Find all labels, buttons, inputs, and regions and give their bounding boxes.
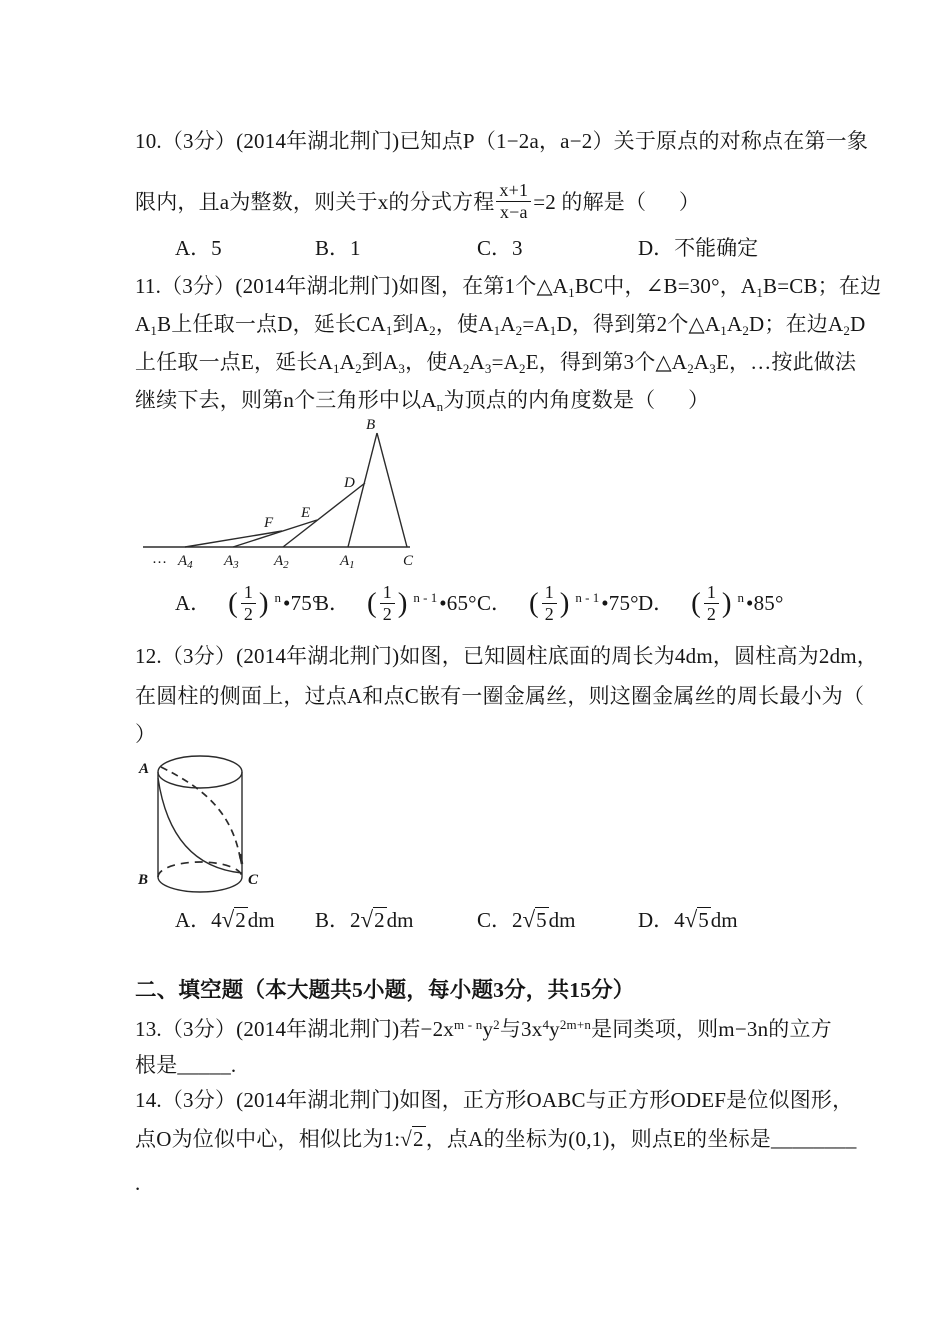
label-a1: $A_1$ xyxy=(340,553,355,571)
q12-line1: 12.（3分）(2014年湖北荆门)如图，已知圆柱底面的周长为4dm，圆柱高为2dm， xyxy=(135,644,879,668)
label-a2: $A_2$ xyxy=(274,553,289,571)
radical-sign: √ xyxy=(360,907,374,932)
q10-fraction-denominator: x−a xyxy=(499,201,528,222)
label-ellipsis: … xyxy=(152,551,167,567)
q11-options-row xyxy=(0,580,950,626)
q14-line1: 14.（3分）(2014年湖北荆门)如图，正方形OABC与正方形ODEF是位似图形， xyxy=(135,1088,854,1112)
radical-sign: √ xyxy=(684,907,698,932)
q13-line1: 13.（3分）(2014年湖北荆门)若$-2x^{m - n}y^2$与$3x^4y^{2m+n}$是同类项，则m−3n的立方 xyxy=(135,1017,832,1041)
q11-option-c-letter: C． xyxy=(477,591,513,615)
label-d: D xyxy=(344,475,355,491)
cylinder-bottom-front-arc xyxy=(158,877,242,892)
q11-line2: $A_1B$上任取一点D，延长$CA_1$到$A_2$，使$A_1A_2=A_1D$，得到第2个$\triangle A_1A_2D$；在边$A_2D$ xyxy=(135,312,866,338)
q11-option-d-value: •85° xyxy=(746,591,784,615)
wire-back-curve-dashed xyxy=(161,767,241,863)
q10-option-d: D．不能确定 xyxy=(638,236,759,260)
q14-line3: . xyxy=(135,1171,141,1195)
wire-front-curve xyxy=(158,778,242,873)
edge-a2-d xyxy=(283,483,365,547)
section2-header: 二、填空题（本大题共5小题，每小题3分，共15分） xyxy=(135,978,635,1002)
label-f: F xyxy=(264,515,274,531)
q12-line3: ） xyxy=(135,722,157,746)
cylinder-top-ellipse xyxy=(158,756,242,788)
q14-line2: 点O为位似中心，相似比为1:√2，点A的坐标为(0,1)，则点E的坐标是________ xyxy=(135,1127,857,1151)
q10-option-a: A．5 xyxy=(175,236,222,260)
q11-option-a: A． ( $\frac{1}{2}$ ) n •75° xyxy=(175,581,321,624)
close-paren: ) xyxy=(721,586,732,619)
q11-option-c-exponent: n - 1 xyxy=(575,590,600,605)
q11-option-d-letter: D． xyxy=(638,591,675,615)
q11-line1: 11.（3分）(2014年湖北荆门)如图，在第1个$\triangle A_1BC$中，∠B=30°，$A_1B=CB$；在边 xyxy=(135,274,882,300)
radical-sign: √ xyxy=(522,907,536,932)
q11-line4: 继续下去，则第n个三角形中以$A_n$为顶点的内角度数是（ ） xyxy=(135,388,710,414)
q11-option-a-letter: A． xyxy=(175,591,212,615)
q10-option-b: B．1 xyxy=(315,236,361,260)
close-paren: ) xyxy=(559,586,570,619)
q11-option-b: B． ( $\frac{1}{2}$ ) n - 1 •65° xyxy=(315,581,477,624)
q11-option-a-value: •75° xyxy=(283,591,321,615)
q10-fraction-numerator: x+1 xyxy=(496,180,531,202)
edge-a4-f xyxy=(185,531,282,547)
label-c: C xyxy=(403,553,414,569)
q11-option-b-letter: B． xyxy=(315,591,351,615)
q11-option-c-value: •75° xyxy=(601,591,639,615)
q13-line2: 根是_____. xyxy=(135,1053,237,1077)
cylinder-figure xyxy=(135,748,270,908)
q11-option-c: C． ( $\frac{1}{2}$ ) n - 1 •75° xyxy=(477,581,639,624)
q10-line1: 10.（3分）(2014年湖北荆门)已知点P（1−2a，a−2）关于原点的对称点在第一象 xyxy=(135,129,869,153)
q11-option-b-value: •65° xyxy=(439,591,477,615)
open-paren: ( xyxy=(691,586,701,619)
triangle-construction-figure xyxy=(140,415,420,573)
q11-line3: 上任取一点E，延长$A_1A_2$到$A_3$，使$A_2A_3=A_2E$，得到第3个$\triangle A_2A_3E$，…按此做法 xyxy=(135,350,857,376)
q11-option-a-exponent: n xyxy=(274,590,282,605)
open-paren: ( xyxy=(367,586,377,619)
q12-option-d: D．4√5dm xyxy=(638,907,738,932)
q12-option-c: C．2√5dm xyxy=(477,907,576,932)
q10-line2-post: =2 的解是（ ） xyxy=(533,190,701,214)
label-b: B xyxy=(138,872,149,888)
close-paren: ) xyxy=(397,586,408,619)
edge-a3-e xyxy=(233,520,317,547)
q10-line2 xyxy=(135,176,700,226)
q10-line2-pre: 限内，且a为整数，则关于x的分式方程 xyxy=(135,190,495,214)
q11-option-d-exponent: n xyxy=(737,590,745,605)
close-paren: ) xyxy=(258,586,269,619)
q12-option-b: B．2√2dm xyxy=(315,907,414,932)
q11-option-b-exponent: n - 1 xyxy=(413,590,438,605)
q10-fraction xyxy=(496,180,531,222)
edge-b-c xyxy=(377,433,407,547)
q12-option-a: A．4√2dm xyxy=(175,907,275,932)
label-e: E xyxy=(301,505,311,521)
label-b: B xyxy=(366,417,376,433)
q12-line2: 在圆柱的侧面上，过点A和点C嵌有一圈金属丝，则这圈金属丝的周长最小为（ xyxy=(135,684,865,708)
q10-option-c: C．3 xyxy=(477,236,523,260)
label-a4: $A_4$ xyxy=(178,553,193,571)
cylinder-bottom-back-arc xyxy=(158,862,242,877)
open-paren: ( xyxy=(228,586,238,619)
label-a3: $A_3$ xyxy=(224,553,239,571)
label-c: C xyxy=(248,872,259,888)
open-paren: ( xyxy=(529,586,539,619)
q11-option-d: D． ( $\frac{1}{2}$ ) n •85° xyxy=(638,581,784,624)
radical-sign: √ xyxy=(221,907,235,932)
label-a: A xyxy=(139,761,150,777)
